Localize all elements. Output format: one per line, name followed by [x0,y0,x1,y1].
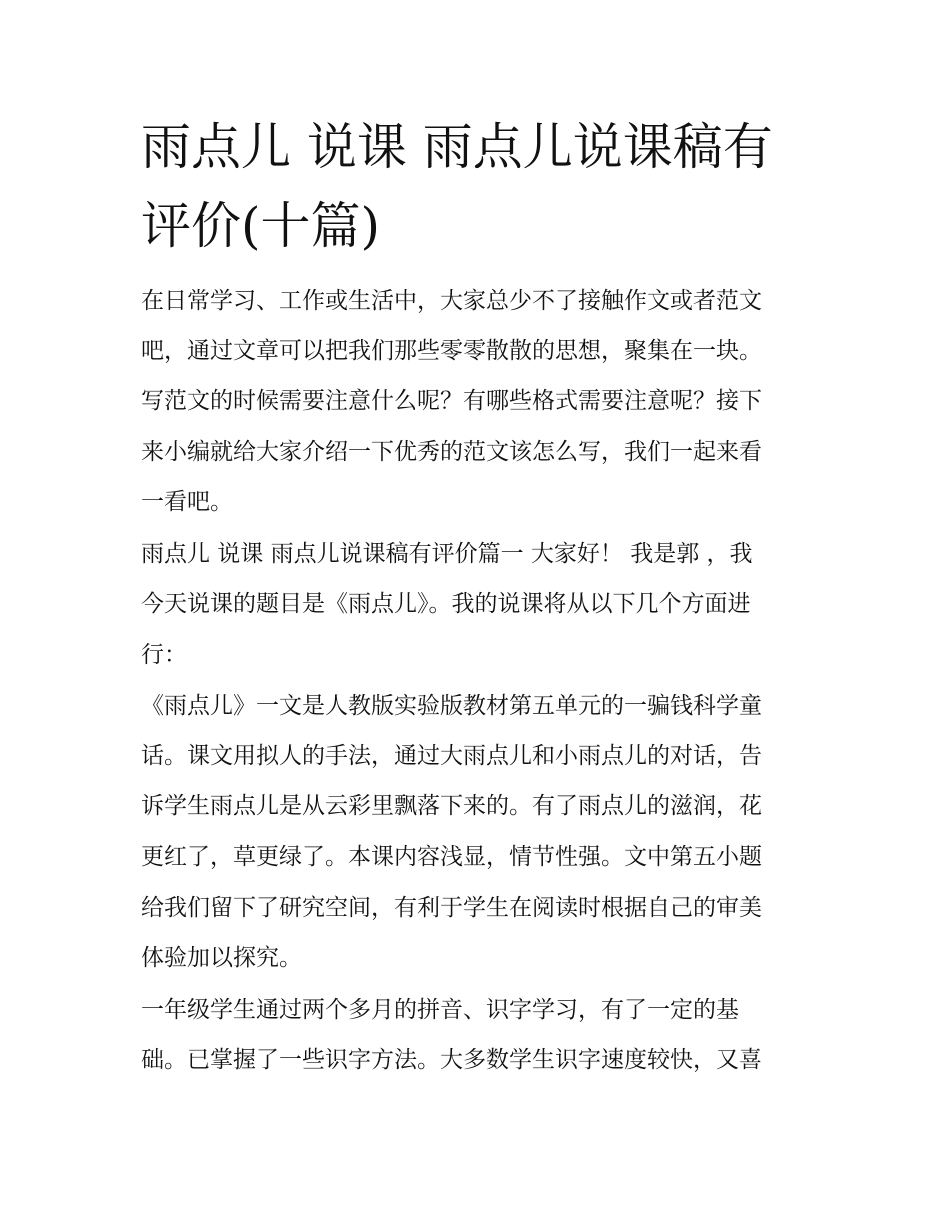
body-line: 体验加以探究。 [141,945,302,971]
body-line: 一年级学生通过两个多月的拼音、识字学习，有了一定的基 [141,997,739,1023]
body-line: 给我们留下了研究空间，有利于学生在阅读时根据自己的审美 [141,895,762,921]
body-line: 今天说课的题目是《雨点儿》。我的说课将从以下几个方面进 [141,591,751,617]
body-line: 雨点儿 说课 雨点儿说课稿有评价篇一 大家好！ 我是郭 ，我 [141,541,753,567]
body-line: 一看吧。 [141,489,233,515]
document-title-line-2: 评价(十篇) [141,197,381,255]
body-line: 础。已掌握了一些识字方法。大多数学生识字速度较快，又喜 [141,1047,762,1073]
document-title-line-1: 雨点儿 说课 雨点儿说课稿有 [141,118,773,176]
body-line: 行： [141,642,187,668]
body-line: 写范文的时候需要注意什么呢？有哪些格式需要注意呢？接下 [141,388,762,414]
body-line: 更红了，草更绿了。本课内容浅显，情节性强。文中第五小题 [141,844,762,870]
body-line: 来小编就给大家介绍一下优秀的范文该怎么写，我们一起来看 [141,439,762,465]
body-line: 《雨点儿》一文是人教版实验版教材第五单元的一骗钱科学童 [141,693,762,719]
body-line: 话。课文用拟人的手法，通过大雨点儿和小雨点儿的对话，告 [141,743,762,769]
body-line: 吧，通过文章可以把我们那些零零散散的思想，聚集在一块。 [141,338,762,364]
body-line: 在日常学习、工作或生活中，大家总少不了接触作文或者范文 [141,288,762,314]
body-line: 诉学生雨点儿是从云彩里飘落下来的。有了雨点儿的滋润，花 [141,793,762,819]
